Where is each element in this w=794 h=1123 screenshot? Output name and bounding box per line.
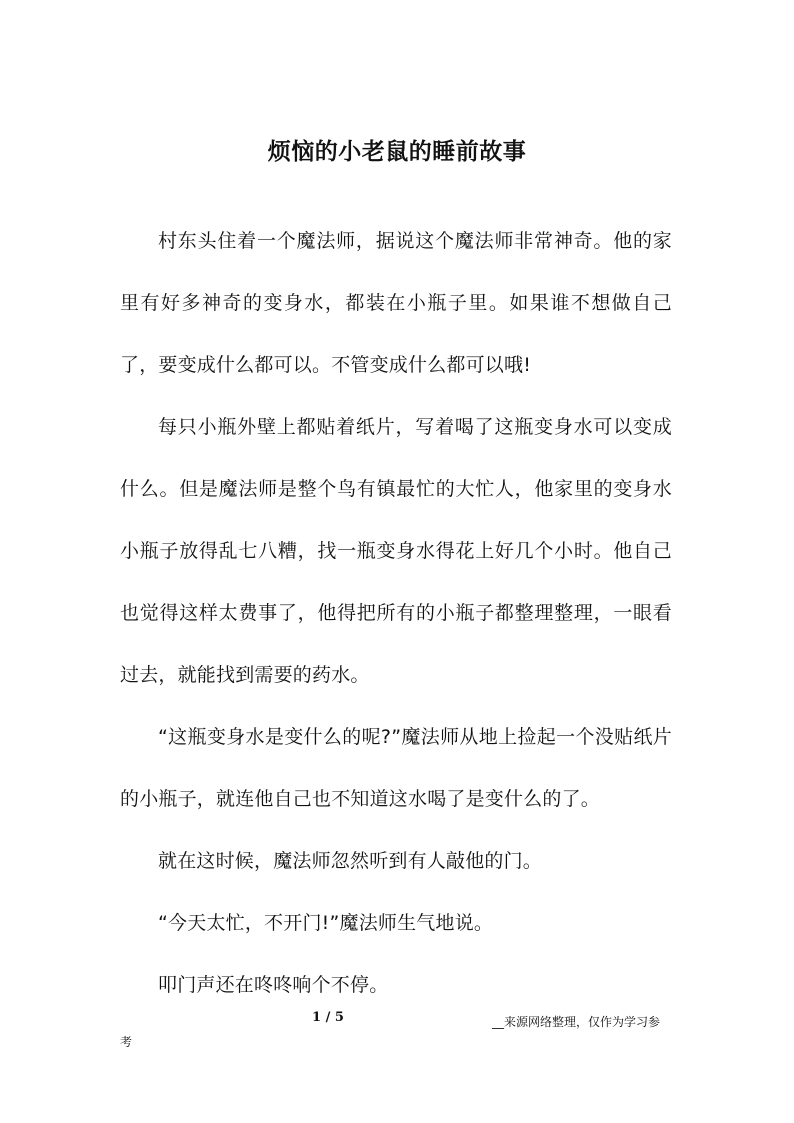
paragraph-4: 就在这时候，魔法师忽然听到有人敲他的门。 (158, 850, 543, 872)
paragraph-6: 叩门声还在咚咚响个不停。 (158, 974, 389, 996)
paragraph-5: “今天太忙，不开门!”魔法师生气地说。 (158, 912, 494, 934)
page-number: 1 / 5 (312, 1010, 344, 1025)
paragraph-1: 村东头住着一个魔法师，据说这个魔法师非常神奇。他的家里有好多神奇的变身水，都装在小瓶子里。如果谁不想做自己了，要变成什么都可以。不管变成什么都可以哦! (120, 230, 672, 376)
source-note-tail: 考 (120, 1035, 133, 1049)
paragraph-3: “这瓶变身水是变什么的呢?”魔法师从地上捡起一个没贴纸片的小瓶子，就连他自己也不知道这水喝了是变什么的了。 (120, 726, 672, 810)
document-title: 烦恼的小老鼠的睡前故事 (267, 138, 527, 165)
paragraph-2: 每只小瓶外壁上都贴着纸片，写着喝了这瓶变身水可以变成什么。但是魔法师是整个鸟有镇最忙的大忙人，他家里的变身水小瓶子放得乱七八糟，找一瓶变身水得花上好几个小时。他自己也觉得这样太费事了，他得把所有的小瓶子都整理整理，一眼看过去，就能找到需要的药水。 (120, 416, 672, 686)
document-body (120, 210, 672, 1016)
page-footer (120, 1010, 680, 1050)
source-note: __来源网络整理，仅作为学习参 (492, 1015, 661, 1029)
